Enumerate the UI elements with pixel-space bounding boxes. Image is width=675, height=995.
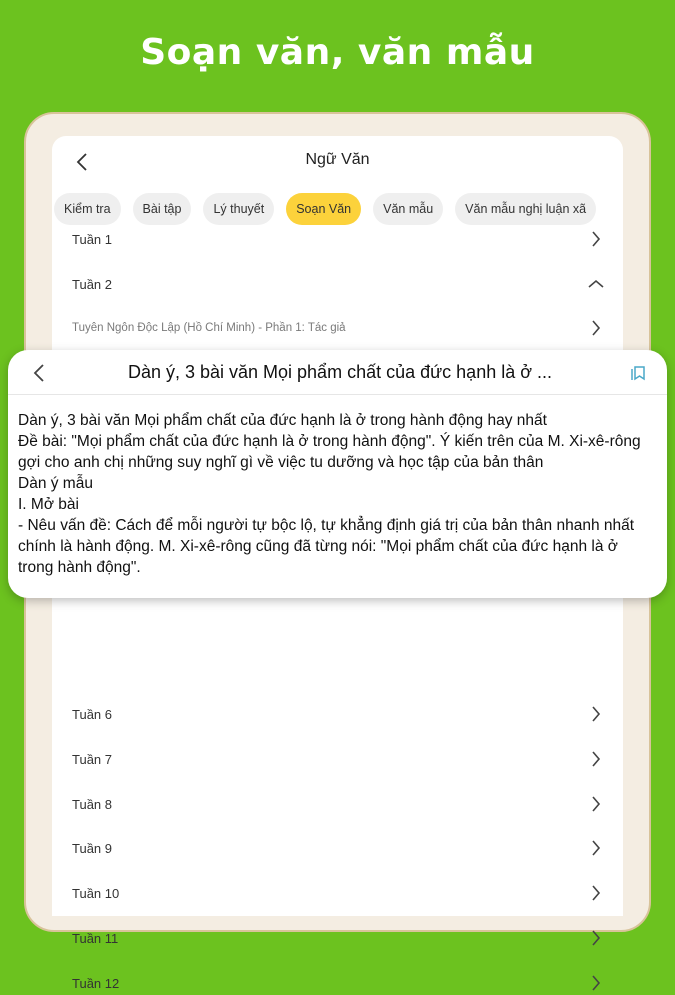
article-body [18, 410, 653, 578]
list-item-week[interactable] [72, 792, 603, 816]
bookmark-button[interactable] [627, 361, 651, 385]
tab-5[interactable]: Văn mẫu nghị luận xã [455, 193, 596, 225]
bookmark-icon [630, 364, 648, 382]
chevron-right-icon [589, 705, 603, 723]
list-item-label: Tuần 8 [72, 796, 112, 812]
list-item-week[interactable] [72, 702, 603, 726]
list-item-label: Tuần 11 [72, 930, 119, 946]
list-item-label: Tuần 7 [72, 751, 112, 767]
chevron-right-icon [589, 750, 603, 768]
chevron-right-icon [589, 795, 603, 813]
divider [8, 394, 667, 395]
chevron-right-icon [589, 974, 603, 992]
chevron-right-icon [589, 319, 603, 337]
tab-1[interactable]: Bài tập [133, 193, 192, 225]
article-line: I. Mở bài [18, 496, 79, 513]
list-item-week[interactable] [72, 971, 603, 995]
list-item-label: Tuyên Ngôn Độc Lập (Hồ Chí Minh) - Phần 1: Tác giả [72, 322, 346, 334]
tab-4[interactable]: Văn mẫu [373, 193, 443, 225]
article-line: Dàn ý, 3 bài văn Mọi phẩm chất của đức hạnh là ở trong hành động hay nhất [18, 412, 547, 429]
chevron-right-icon [589, 230, 603, 248]
tab-0[interactable]: Kiểm tra [54, 193, 121, 225]
banner-title: Soạn văn, văn mẫu [140, 32, 535, 73]
article-line: Đề bài: "Mọi phẩm chất của đức hạnh là ở trong hành động". Ý kiến trên của M. Xi-xê-rông gợi cho anh chị những suy nghĩ gì về việc tu dưỡng và học tập của bản thân [18, 433, 641, 471]
list-item-label: Tuần 6 [72, 706, 112, 722]
page-title: Ngữ Văn [305, 151, 370, 168]
chevron-left-icon [33, 363, 45, 383]
category-tabs [54, 188, 623, 225]
chevron-right-icon [589, 929, 603, 947]
article-popup [8, 350, 667, 598]
article-line: Dàn ý mẫu [18, 475, 93, 492]
list-item-label: Tuần 9 [72, 840, 112, 856]
list-item-week[interactable] [72, 881, 603, 905]
chevron-up-icon [589, 275, 603, 293]
list-item-label: Tuần 12 [72, 975, 120, 991]
article-line: - Nêu vấn đề: Cách để mỗi người tự bộc lộ, tự khẳng định giá trị của bản thân nhanh nhất chính là hành động. M. Xi-xê-rông cũng đã từng nói: "Mọi phẩm chất của đức hạnh là ở trong hành động". [18, 517, 635, 576]
tab-3[interactable]: Soạn Văn [286, 193, 361, 225]
list-item-week-2[interactable] [72, 272, 603, 296]
top-bar [52, 136, 623, 188]
article-title: Dàn ý, 3 bài văn Mọi phẩm chất của đức hạnh là ở ... [127, 362, 553, 382]
list-item-week-1[interactable] [72, 227, 603, 251]
chevron-right-icon [589, 884, 603, 902]
list-item-week[interactable] [72, 836, 603, 860]
chevron-right-icon [589, 839, 603, 857]
list-item-label: Tuần 10 [72, 885, 120, 901]
list-item-label: Tuần 2 [72, 276, 112, 292]
popup-back-button[interactable] [26, 360, 52, 386]
list-item-week[interactable] [72, 747, 603, 771]
list-item-week[interactable] [72, 926, 603, 950]
tab-2[interactable]: Lý thuyết [203, 193, 274, 225]
list-item-lesson[interactable] [72, 316, 603, 340]
list-item-label: Tuần 1 [72, 231, 112, 247]
